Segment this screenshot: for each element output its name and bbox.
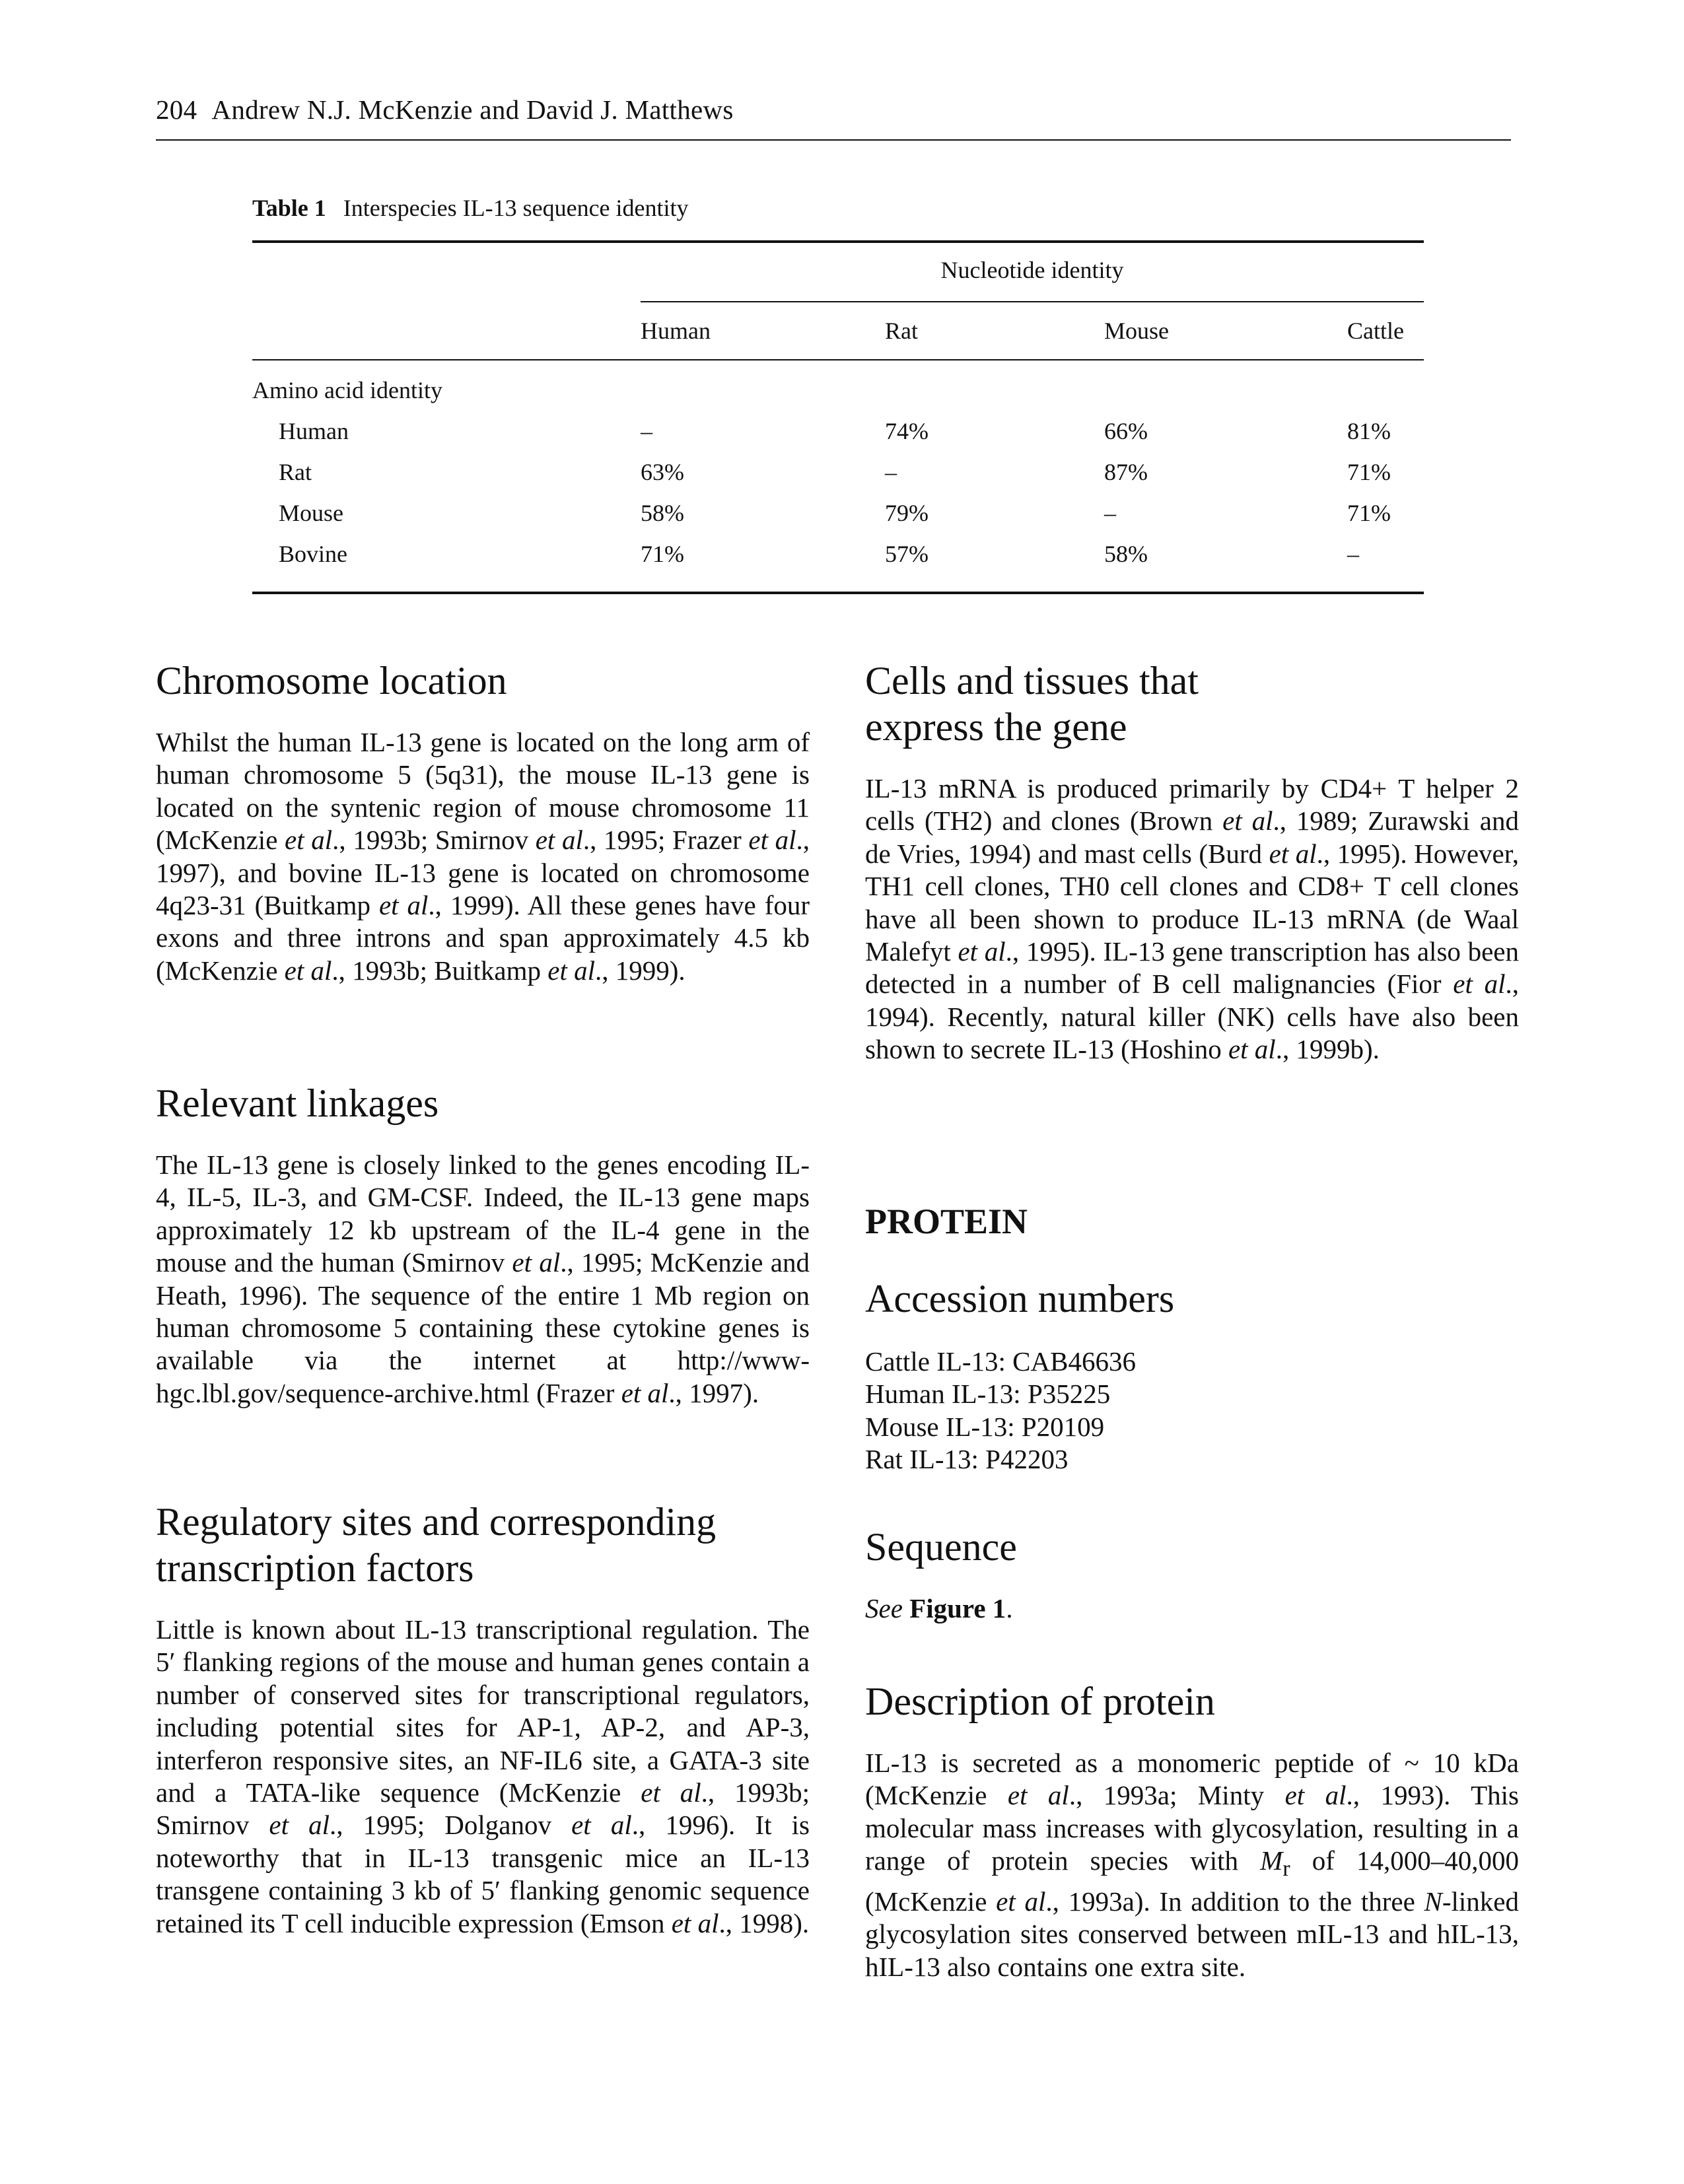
section-relevant-linkages <box>156 1080 810 1410</box>
table-cell: – <box>885 459 897 485</box>
section-title: Regulatory sites and corresponding transcription factors <box>156 1500 717 1590</box>
header-authors: Andrew N.J. McKenzie and David J. Matthews <box>211 94 734 125</box>
section-title: Relevant linkages <box>156 1081 439 1125</box>
table-cell: 79% <box>885 500 929 526</box>
section-body: IL-13 is secreted as a monomeric peptide of ~ 10 kDa (McKenzie et al., 1993a; Minty et al., 1993). This molecular mass increases with glycosylation, resulting in a range of protein species with $M_r$ of 14,000–40,000 (McKenzie et al., 1993a). In addition to the three N-linked glycosylation sites conserved between mIL-13 and hIL-13, hIL-13 also contains one extra site. <box>865 1748 1520 1982</box>
table-row <box>0 540 1684 573</box>
figure-link[interactable]: Figure 1 <box>909 1593 1006 1623</box>
section-body: Little is known about IL-13 transcriptional regulation. The 5′ flanking regions of the mouse and human genes contain a number of conserved sites for transcriptional regulators, including potential sites for AP-1, AP-2, and AP-3, interferon responsive sites, an NF-IL6 site, a GATA-3 site and a TATA-like sequence (McKenzie et al., 1993b; Smirnov et al., 1995; Dolganov et al., 1996). It is noteworthy that in IL-13 transgenic mice an IL-13 transgene containing 3 kb of 5′ flanking genomic sequence retained its T cell inducible expression (Emson et al., 1998). <box>156 1614 810 1938</box>
table-row <box>0 499 1684 532</box>
accession-line: Mouse IL-13: P20109 <box>865 1411 1105 1442</box>
section-title: Accession numbers <box>865 1277 1175 1320</box>
table-cell: – <box>641 418 652 444</box>
table-group-rule <box>641 301 1424 302</box>
table-group-header: Nucleotide identity <box>940 257 1124 283</box>
section-regulatory-sites <box>156 1499 810 1940</box>
accession-line: Rat IL-13: P42203 <box>865 1444 1069 1475</box>
table-row <box>0 458 1684 491</box>
table-cell: 87% <box>1104 459 1148 485</box>
section-body: IL-13 mRNA is produced primarily by CD4+ T helper 2 cells (TH2) and clones (Brown et al., 1989; Zurawski and de Vries, 1994) and mast cells (Burd et al., 1995). However, TH1 cell clones, TH0 cell clones and CD8+ T cell clones have all been shown to produce IL-13 mRNA (de Waal Malefyt et al., 1995). IL-13 gene transcription has also been detected in a number of B cell malignancies (Fior et al., 1994). Recently, natural killer (NK) cells have also been shown to secrete IL-13 (Hoshino et al., 1999b). <box>865 773 1520 1065</box>
table-cell: 81% <box>1347 418 1391 444</box>
table-bottom-rule <box>252 592 1424 594</box>
section-accession-numbers <box>865 1276 1519 1476</box>
table-col-header: Mouse <box>1104 318 1169 344</box>
table-caption-text: Interspecies IL-13 sequence identity <box>343 195 689 221</box>
table-row-label: Mouse <box>279 500 343 526</box>
section-description-protein <box>865 1678 1519 1983</box>
table-cell: 58% <box>1104 541 1148 567</box>
table-col-header: Rat <box>885 318 918 344</box>
table-row <box>0 417 1684 450</box>
section-sequence <box>865 1524 1519 1625</box>
table-top-rule <box>252 240 1424 243</box>
table-cell: – <box>1104 500 1116 526</box>
part-protein <box>865 1202 1519 1241</box>
section-title: Sequence <box>865 1525 1017 1569</box>
page-number: 204 <box>156 94 197 125</box>
table-caption <box>252 194 689 222</box>
running-header <box>156 94 734 125</box>
table-cell: 71% <box>1347 500 1391 526</box>
table-row-label: Bovine <box>279 541 347 567</box>
table-row-label: Human <box>279 418 349 444</box>
part-title: PROTEIN <box>865 1202 1028 1241</box>
table-header-rule <box>252 359 1424 360</box>
table-cell: 63% <box>641 459 684 485</box>
table-cell: 58% <box>641 500 684 526</box>
section-body: The IL-13 gene is closely linked to the genes encoding IL-4, IL-5, IL-3, and GM-CSF. Indeed, the IL-13 gene maps approximately 12 kb upstream of the IL-4 gene in the mouse and the human (Smirnov et al., 1995; McKenzie and Heath, 1996). The sequence of the entire 1 Mb region on human chromosome 5 containing these cytokine genes is available via the internet at http://www-hgc.lbl.gov/sequence-archive.html (Frazer et al., 1997). <box>156 1149 810 1408</box>
section-title: Description of protein <box>865 1680 1215 1723</box>
table-row-group-label: Amino acid identity <box>252 377 442 403</box>
table-cell: 57% <box>885 541 929 567</box>
table-cell: 71% <box>1347 459 1391 485</box>
section-cells-tissues <box>865 658 1519 1066</box>
table-col-header: Human <box>641 318 711 344</box>
section-title: Cells and tissues that express the gene <box>865 659 1199 749</box>
table-row-label: Rat <box>279 459 312 485</box>
section-title: Chromosome location <box>156 659 507 702</box>
figure-reference: See Figure 1. <box>865 1593 1013 1623</box>
accession-line: Cattle IL-13: CAB46636 <box>865 1346 1136 1377</box>
table-cell: – <box>1347 541 1359 567</box>
table-col-header: Cattle <box>1347 318 1404 344</box>
table-label: Table 1 <box>252 195 326 221</box>
table-cell: 71% <box>641 541 684 567</box>
header-rule <box>156 139 1511 141</box>
section-body: Whilst the human IL-13 gene is located on the long arm of human chromosome 5 (5q31), the mouse IL-13 gene is located on the syntenic region of mouse chromosome 11 (McKenzie et al., 1993b; Smirnov et al., 1995; Frazer et al., 1997), and bovine IL-13 gene is located on chromosome 4q23-31 (Buitkamp et al., 1999). All these genes have four exons and three introns and span approximately 4.5 kb (McKenzie et al., 1993b; Buitkamp et al., 1999). <box>156 727 810 986</box>
accession-line: Human IL-13: P35225 <box>865 1379 1111 1410</box>
table-cell: 66% <box>1104 418 1148 444</box>
section-chromosome-location <box>156 658 810 987</box>
table-cell: 74% <box>885 418 929 444</box>
